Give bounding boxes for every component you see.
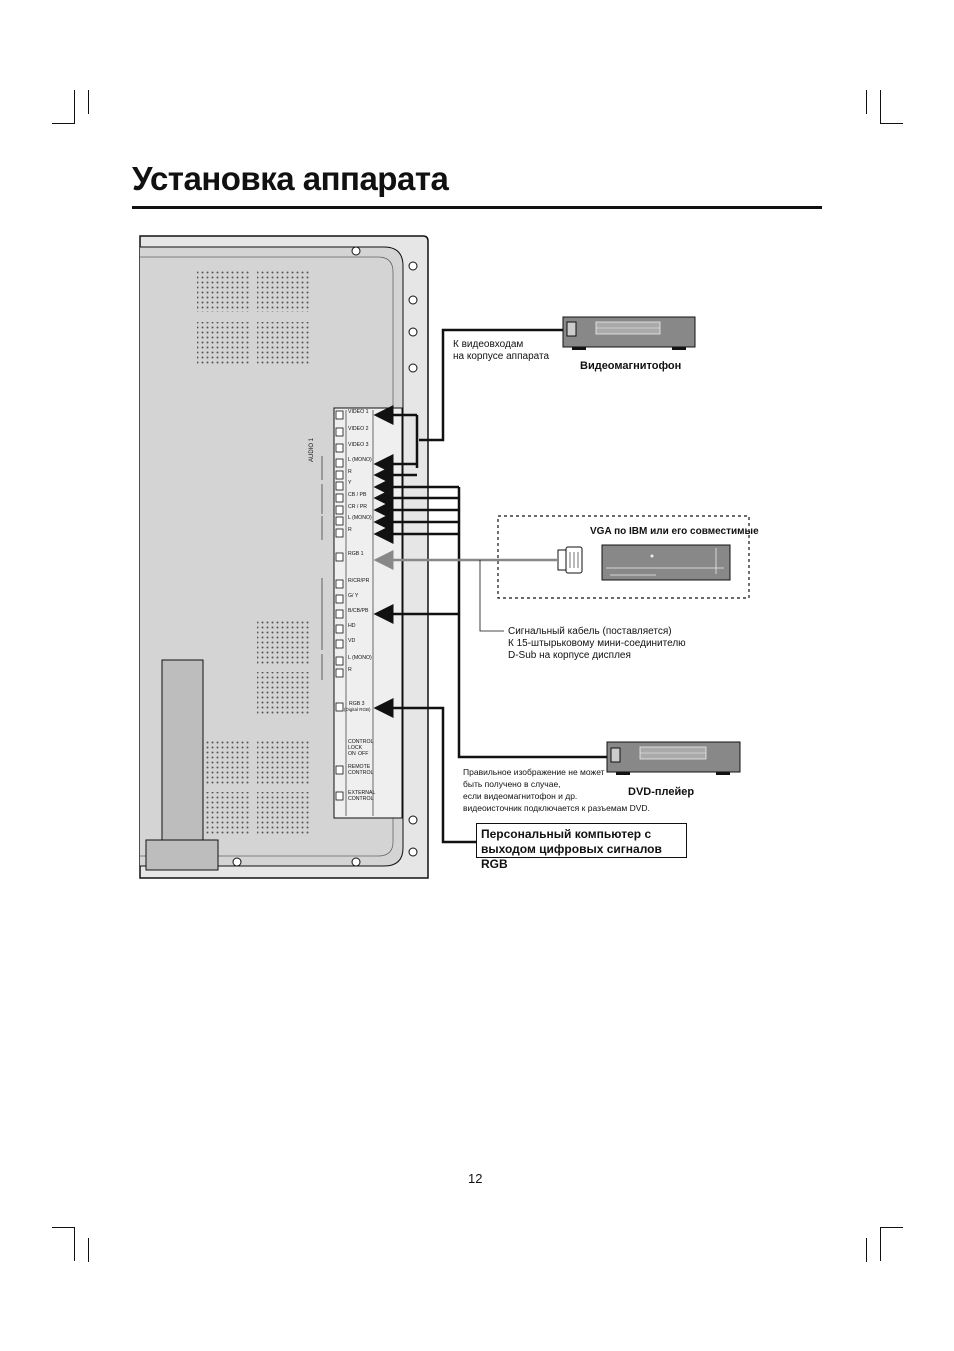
pc-line1: Персональный компьютер с — [481, 827, 652, 841]
jack-remote — [336, 766, 343, 774]
panel-label-on: ON — [348, 751, 356, 757]
panel-label-cb: CB / PB — [348, 492, 367, 498]
panel-label-external: EXTERNAL CONTROL — [348, 790, 376, 802]
jack-audio2_r — [336, 529, 343, 537]
vcr-label: Видеомагнитофон — [580, 360, 682, 372]
vcr-note-line2: на корпусе аппарата — [453, 351, 550, 362]
panel-label-hd: HD — [348, 623, 356, 629]
cable-line1: Сигнальный кабель (поставляется) — [508, 626, 672, 637]
jack-audio3_r — [336, 669, 343, 677]
dvd-note-line4: видеоисточник подключается к разъемам DVD. — [463, 803, 650, 813]
panel-label-rgb3: RGB 3 — [349, 701, 365, 707]
panel-label-audio1_r: R — [348, 469, 352, 475]
jack-gy — [336, 595, 343, 603]
jack-cr — [336, 506, 343, 514]
panel-label-off: OFF — [358, 751, 369, 757]
page-title: Установка аппарата — [132, 160, 449, 197]
vcr-note-line1: К видеовходам — [453, 339, 524, 350]
panel-label-audio2_l: L (MONO) — [348, 515, 372, 521]
panel-label-control_lock: CONTROL LOCK — [348, 739, 374, 751]
jack-audio1_l — [336, 459, 343, 467]
panel-label-video1: VIDEO 1 — [348, 409, 369, 415]
panel-label-audio2_r: R — [348, 527, 352, 533]
dvd-label: DVD-плейер — [628, 786, 695, 798]
dvd-note-line3: если видеомагнитофон и др. — [463, 791, 578, 801]
panel-label-audio1_l: L (MONO) — [348, 457, 372, 463]
jack-audio1_r — [336, 471, 343, 479]
panel-label-remote: REMOTE CONTROL — [348, 764, 374, 776]
pc-digital-rgb-box — [476, 823, 687, 871]
panel-label-audio3_l: L (MONO) — [348, 655, 372, 661]
panel-label-video2: VIDEO 2 — [348, 426, 369, 432]
jack-vd — [336, 640, 343, 648]
panel-label-rgb1: RGB 1 — [348, 551, 364, 557]
vcr-device — [563, 317, 695, 350]
jack-external — [336, 792, 343, 800]
page-number: 12 — [468, 1171, 483, 1186]
jack-cb — [336, 494, 343, 502]
dvd-note-line2: быть получено в случае, — [463, 779, 561, 789]
panel-label-cr: CR / PR — [348, 504, 368, 510]
jack-rgb3 — [336, 703, 343, 711]
jack-rcr — [336, 580, 343, 588]
panel-label-bcb: B/CB/PB — [348, 608, 369, 614]
jack-video3 — [336, 444, 343, 452]
cable-line2: К 15-штырьковому мини-соединителю — [508, 638, 686, 649]
panel-label-audio3_r: R — [348, 667, 352, 673]
jack-video2 — [336, 428, 343, 436]
panel-label-gy: G/ Y — [348, 593, 359, 599]
panel-label-y: Y — [348, 480, 352, 486]
dvd-device — [607, 742, 740, 775]
jack-video1 — [336, 411, 343, 419]
vga-label: VGA по IBM или его совместимые — [590, 526, 759, 537]
jack-audio2_l — [336, 517, 343, 525]
panel-label-vd: VD — [348, 638, 356, 644]
panel-label-video3: VIDEO 3 — [348, 442, 369, 448]
panel-label-rgb3_sub: (Digital RGB) — [344, 707, 371, 712]
cable-line3: D-Sub на корпусе дисплея — [508, 650, 631, 661]
jack-audio3_l — [336, 657, 343, 665]
pc-line2: выходом цифровых сигналов RGB — [481, 842, 662, 871]
jack-hd — [336, 625, 343, 633]
group-label-audio1: AUDIO 1 — [309, 437, 315, 462]
dvd-note-line1: Правильное изображение не может — [463, 767, 605, 777]
jack-bcb — [336, 610, 343, 618]
panel-label-rcr: R/CR/PR — [348, 578, 370, 584]
jack-y — [336, 482, 343, 490]
jack-rgb1 — [336, 553, 343, 561]
